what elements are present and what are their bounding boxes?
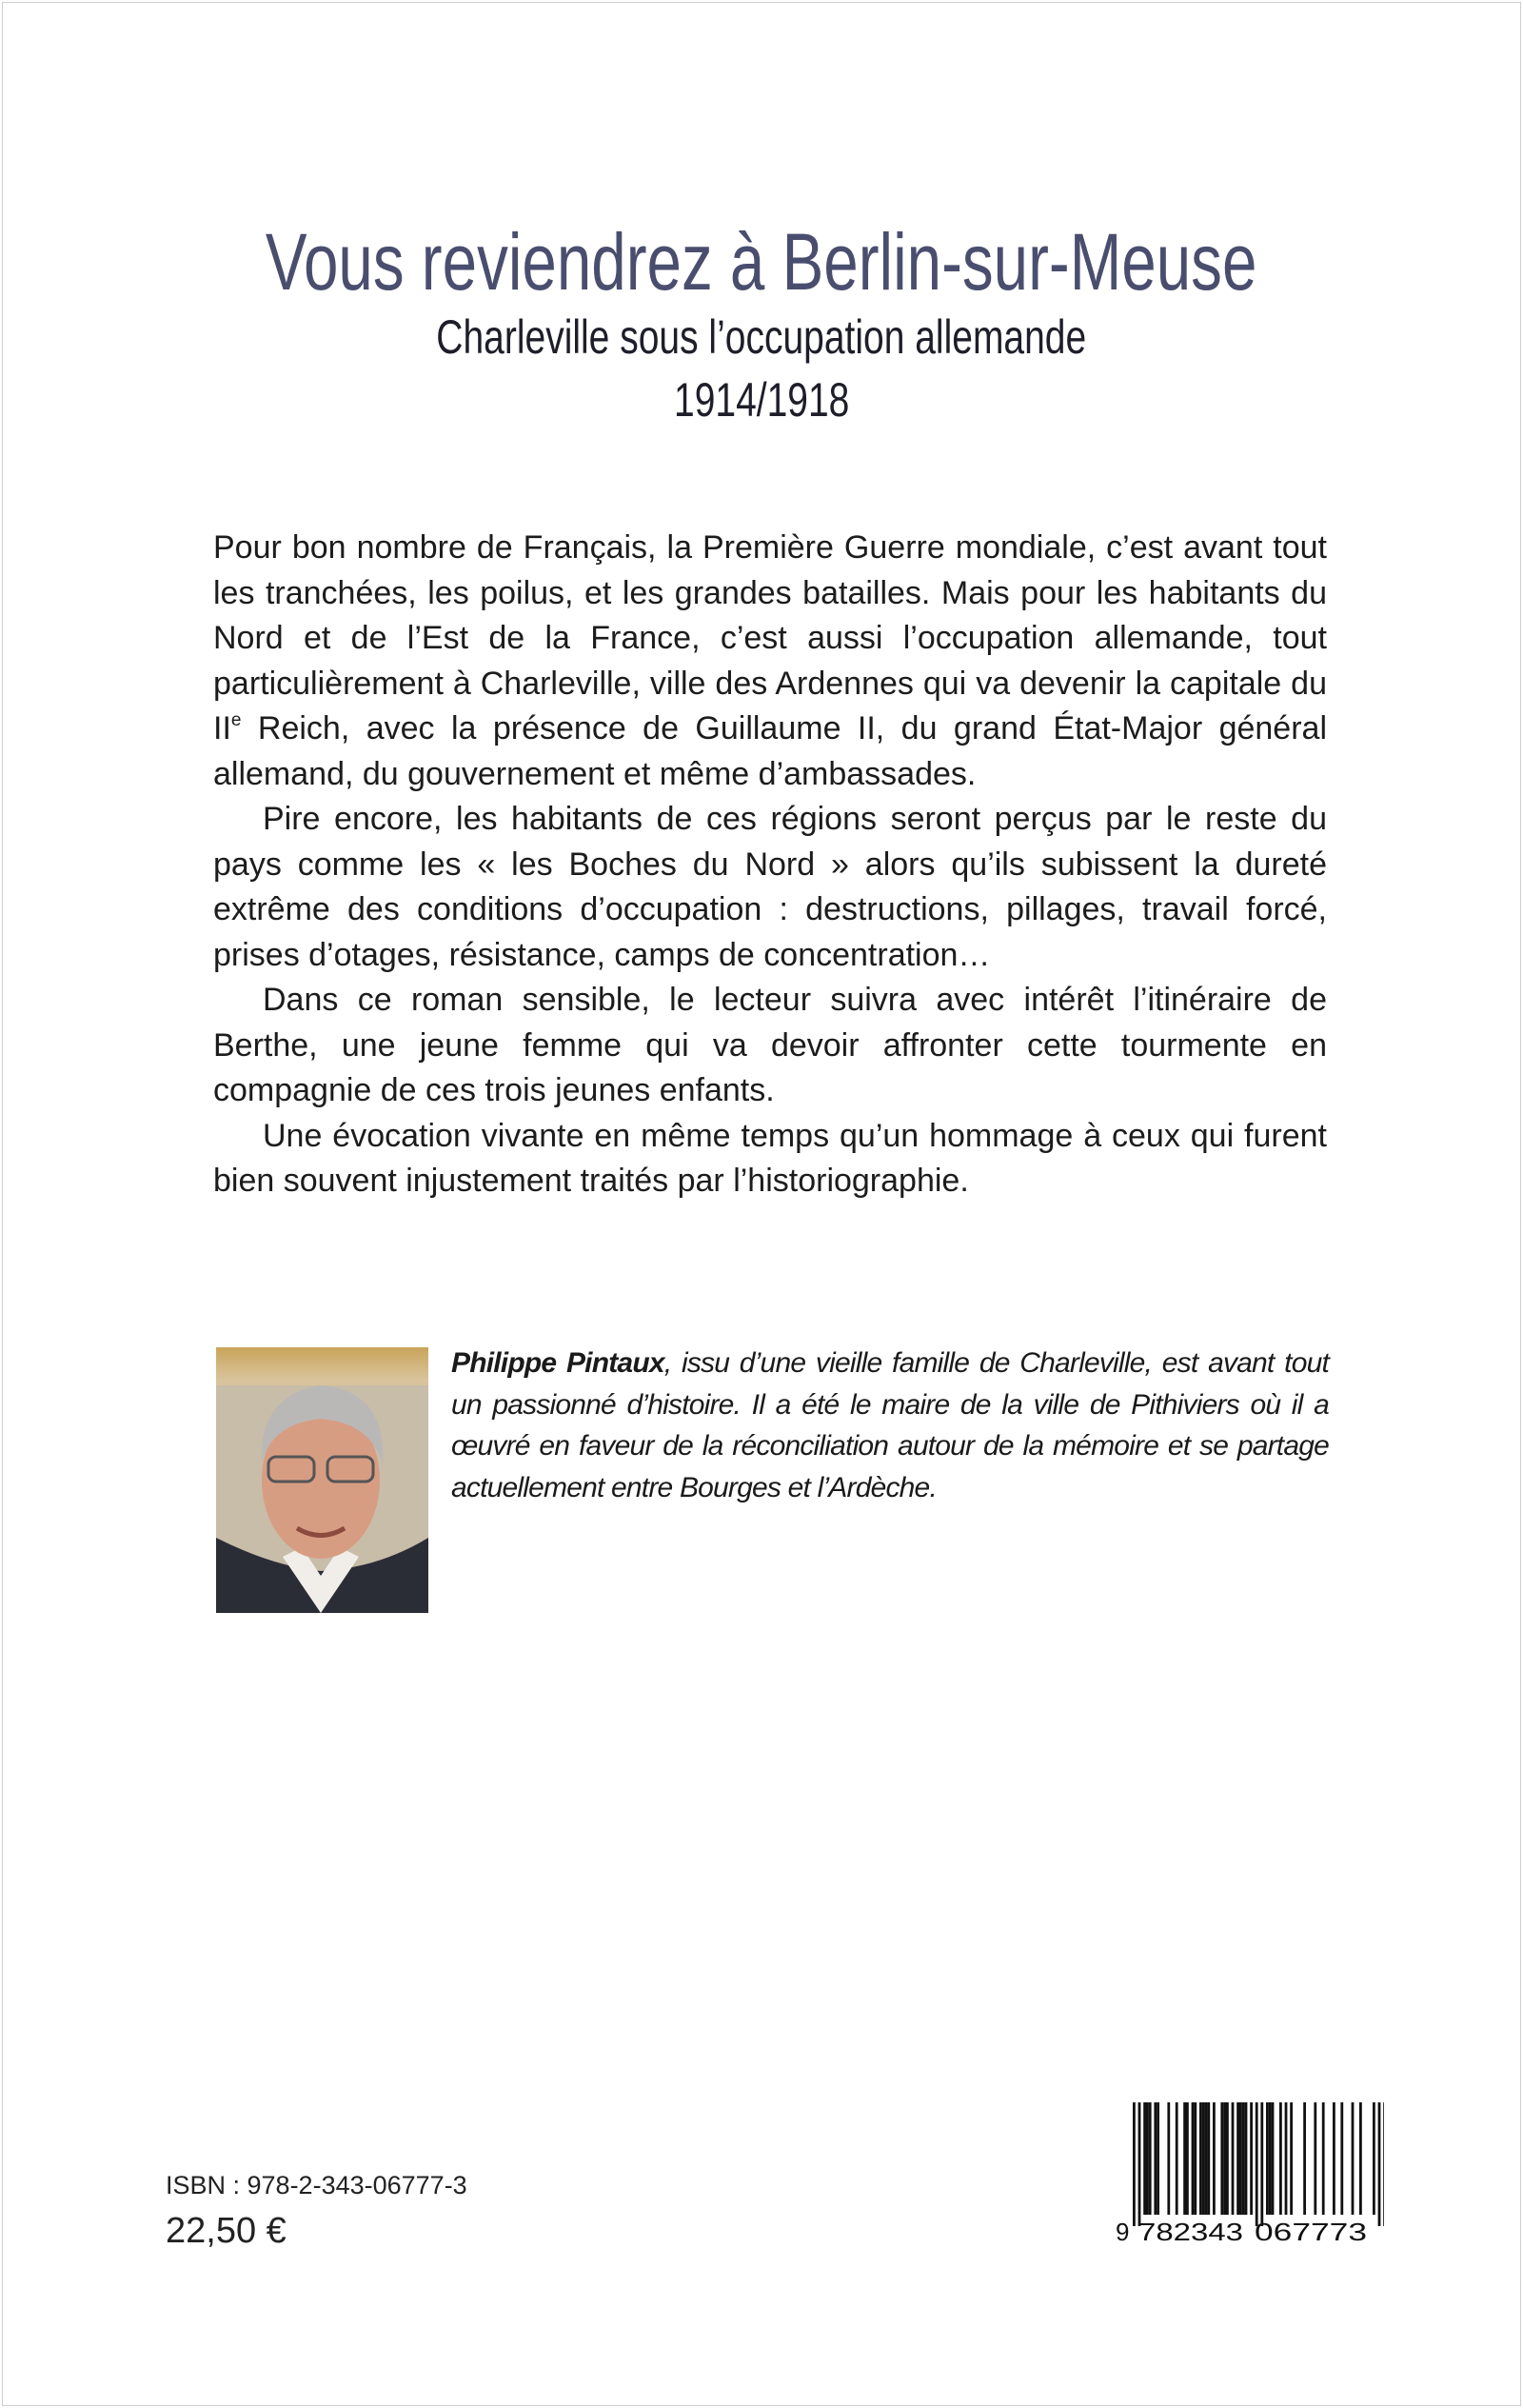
barcode-bar [1333,2102,1335,2215]
barcode-bar [1154,2102,1157,2215]
barcode-bar [1383,2102,1384,2226]
barcode-bar [1194,2102,1197,2215]
author-bio [451,1343,1329,1508]
barcode-bar [1266,2102,1269,2215]
barcode-bar [1149,2102,1152,2215]
price: 22,50 € [166,2211,287,2251]
barcode-bar [1285,2102,1288,2215]
barcode-bar [1133,2102,1136,2226]
barcode-bar [1199,2102,1202,2215]
barcode-bar [1236,2102,1239,2215]
barcode-bar [1226,2102,1229,2215]
barcode-bar [1232,2102,1235,2215]
blurb [213,526,1327,1204]
barcode-bar [1322,2102,1325,2215]
barcode-bar [1314,2102,1316,2215]
barcode-bar [1205,2102,1208,2215]
barcode-first-digit: 9 [1116,2218,1130,2245]
blurb-p1-text-end: Reich, avec la présence de Guillaume II, du grand État-Major général allemand, du gouvernement et même d’ambassades. [213,710,1327,792]
book-subtitle: Charleville sous l’occupation allemande [436,310,1087,364]
barcode-bar [1279,2102,1282,2215]
barcode-bar [1359,2102,1362,2215]
barcode-bar [1143,2102,1146,2215]
barcode-right-digits: 067773 [1255,2218,1367,2245]
barcode-bar [1220,2102,1223,2215]
barcode-bar [1256,2102,1258,2226]
barcode-bar [1373,2102,1375,2215]
barcode-bar [1242,2102,1245,2215]
barcode-bars [1133,2102,1384,2226]
barcode-bar [1223,2102,1226,2215]
barcode-bar [1167,2102,1170,2215]
barcode-bar [1176,2102,1178,2215]
superscript: e [230,710,242,730]
barcode-bar [1186,2102,1189,2215]
barcode-bar [1157,2102,1159,2215]
barcode-bar [1378,2102,1381,2226]
barcode [1116,2102,1384,2245]
barcode-bar [1202,2102,1205,2215]
blurb-p1-text: Pour bon nombre de Français, la Première Guerre mondiale, c’est avant tout les tranchées, les poilus, et les grandes batailles. Mais pour les habitants du Nord et de l’Est de la France, c’est aussi l’occupation allemande, tout particulièrement à Charleville, ville des Ardennes qui va devenir la capitale du II [213,529,1327,746]
blurb-paragraph-3: Dans ce roman sensible, le lecteur suivra avec intérêt l’itinéraire de Berthe, une jeune femme qui va devoir affronter cette tourmente en compagnie de ces trois jeunes enfants. [213,982,1327,1108]
author-photo [216,1347,428,1613]
isbn: ISBN : 978-2-343-06777-3 [166,2171,467,2199]
barcode-bar [1269,2102,1272,2215]
barcode-bar [1245,2102,1248,2215]
barcode-bar [1213,2102,1216,2215]
title-block [0,214,1523,431]
barcode-bar [1260,2102,1263,2226]
book-years: 1914/1918 [673,373,850,427]
barcode-bar [1340,2102,1343,2215]
barcode-bar [1146,2102,1149,2215]
blurb-paragraph-2: Pire encore, les habitants de ces régions seront perçus par le reste du pays comme les « les Boches du Nord » alors qu’ils subissent la dureté extrême des conditions d’occupation : destructions, pillages, travail forcé, prises d’otages, résistance, camps de concentration… [213,801,1327,973]
author-name: Philippe Pintaux [451,1347,664,1379]
barcode-bar [1239,2102,1242,2215]
barcode-bar [1290,2102,1293,2215]
barcode-bar [1303,2102,1306,2215]
barcode-left-digits: 782343 [1138,2218,1243,2245]
barcode-bar [1272,2102,1275,2215]
barcode-bar [1192,2102,1195,2215]
barcode-bar [1207,2102,1210,2215]
barcode-bar [1352,2102,1355,2215]
book-title: Vous reviendrez à Berlin-sur-Meuse [266,217,1257,307]
barcode-bar [1138,2102,1141,2226]
blurb-paragraph-4: Une évocation vivante en même temps qu’un hommage à ceux qui furent bien souvent injustement traités par l’historiographie. [213,1117,1327,1199]
barcode-bar [1183,2102,1186,2215]
blurb-paragraph-1 [213,526,1327,797]
author-bio-text: , issu d’une vieille famille de Charleville, est avant tout un passionné d’histoire. Il a été le maire de la ville de Pithiviers où il a œuvré en faveur de la réconciliation autour de la mémoire et se partage actuellement entre Bourges et l’Ardèche. [451,1347,1329,1503]
barcode-bar [1250,2102,1253,2215]
